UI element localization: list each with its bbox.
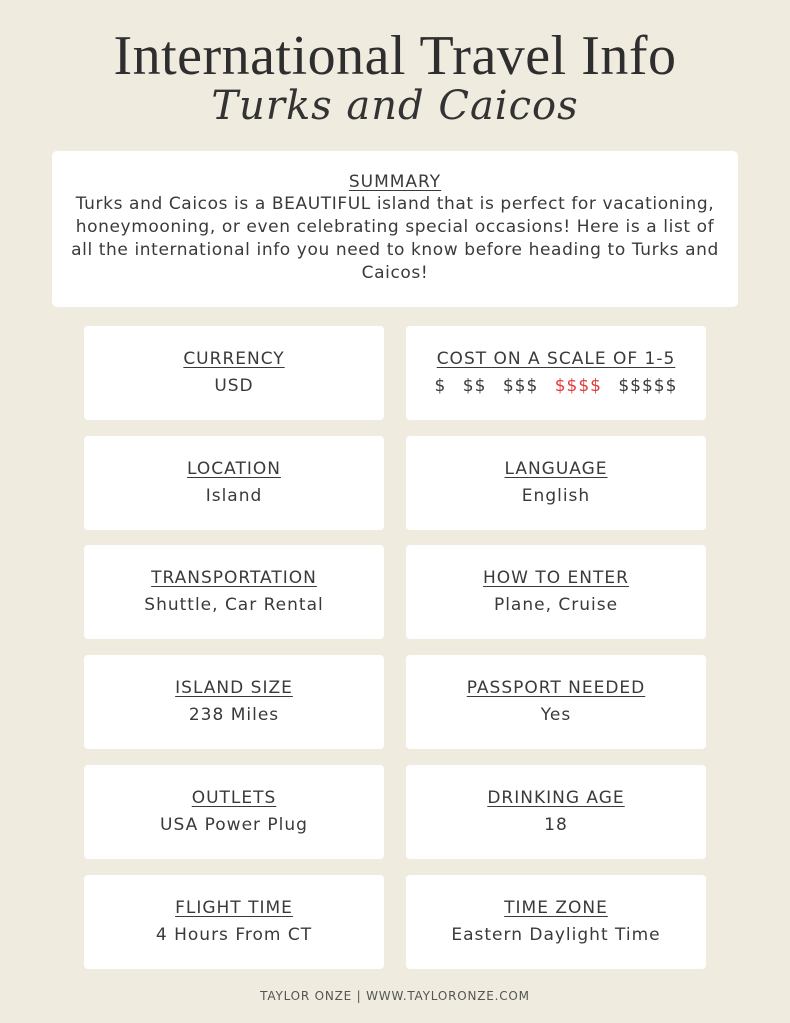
cost-card bbox=[406, 326, 706, 420]
how-to-enter-card bbox=[406, 545, 706, 639]
footer-credit: TAYLOR ONZE | WWW.TAYLORONZE.COM bbox=[260, 989, 530, 1003]
flight-time-label: FLIGHT TIME bbox=[175, 898, 293, 918]
page-subtitle: Turks and Caicos bbox=[211, 83, 579, 129]
time-zone-label: TIME ZONE bbox=[504, 898, 608, 918]
how-to-enter-value: Plane, Cruise bbox=[493, 595, 619, 615]
cost-label: COST ON A SCALE OF 1-5 bbox=[436, 349, 676, 369]
summary-heading: SUMMARY bbox=[348, 172, 442, 192]
summary-card bbox=[52, 151, 738, 307]
transportation-label: TRANSPORTATION bbox=[151, 568, 317, 588]
summary-text: Turks and Caicos is a BEAUTIFUL island that is perfect for vacationing, honeymooning, or even celebrating special occasions! Here is a list of all the international info you need to know before heading to Turks and Caicos! bbox=[71, 194, 719, 283]
passport-needed-value: Yes bbox=[540, 705, 572, 725]
location-card bbox=[84, 436, 384, 530]
language-card bbox=[406, 436, 706, 530]
passport-needed-label: PASSPORT NEEDED bbox=[466, 678, 646, 698]
cost-scale bbox=[406, 371, 706, 401]
currency-value: USD bbox=[214, 376, 254, 396]
island-size-card bbox=[84, 655, 384, 749]
island-size-value: 238 Miles bbox=[188, 705, 280, 725]
time-zone-value: Eastern Daylight Time bbox=[451, 925, 661, 945]
location-value: Island bbox=[205, 486, 263, 506]
cost-level-1: $ bbox=[434, 376, 447, 396]
drinking-age-label: DRINKING AGE bbox=[487, 788, 625, 808]
time-zone-card bbox=[406, 875, 706, 969]
page-title: International Travel Info bbox=[113, 25, 677, 87]
language-value: English bbox=[521, 486, 591, 506]
flight-time-value: 4 Hours From CT bbox=[155, 925, 313, 945]
cost-level-3: $$$ bbox=[502, 376, 539, 396]
language-label: LANGUAGE bbox=[504, 459, 608, 479]
passport-needed-card bbox=[406, 655, 706, 749]
currency-label: CURRENCY bbox=[183, 349, 285, 369]
cost-level-2: $$ bbox=[462, 376, 487, 396]
transportation-card bbox=[84, 545, 384, 639]
outlets-value: USA Power Plug bbox=[160, 815, 308, 835]
transportation-value: Shuttle, Car Rental bbox=[144, 595, 324, 615]
island-size-label: ISLAND SIZE bbox=[175, 678, 293, 698]
currency-card bbox=[84, 326, 384, 420]
drinking-age-value: 18 bbox=[544, 815, 568, 835]
outlets-card bbox=[84, 765, 384, 859]
cost-level-4: $$$$ bbox=[554, 376, 602, 396]
flight-time-card bbox=[84, 875, 384, 969]
how-to-enter-label: HOW TO ENTER bbox=[483, 568, 629, 588]
cost-level-5: $$$$$ bbox=[618, 376, 678, 396]
location-label: LOCATION bbox=[187, 459, 281, 479]
outlets-label: OUTLETS bbox=[191, 788, 277, 808]
drinking-age-card bbox=[406, 765, 706, 859]
